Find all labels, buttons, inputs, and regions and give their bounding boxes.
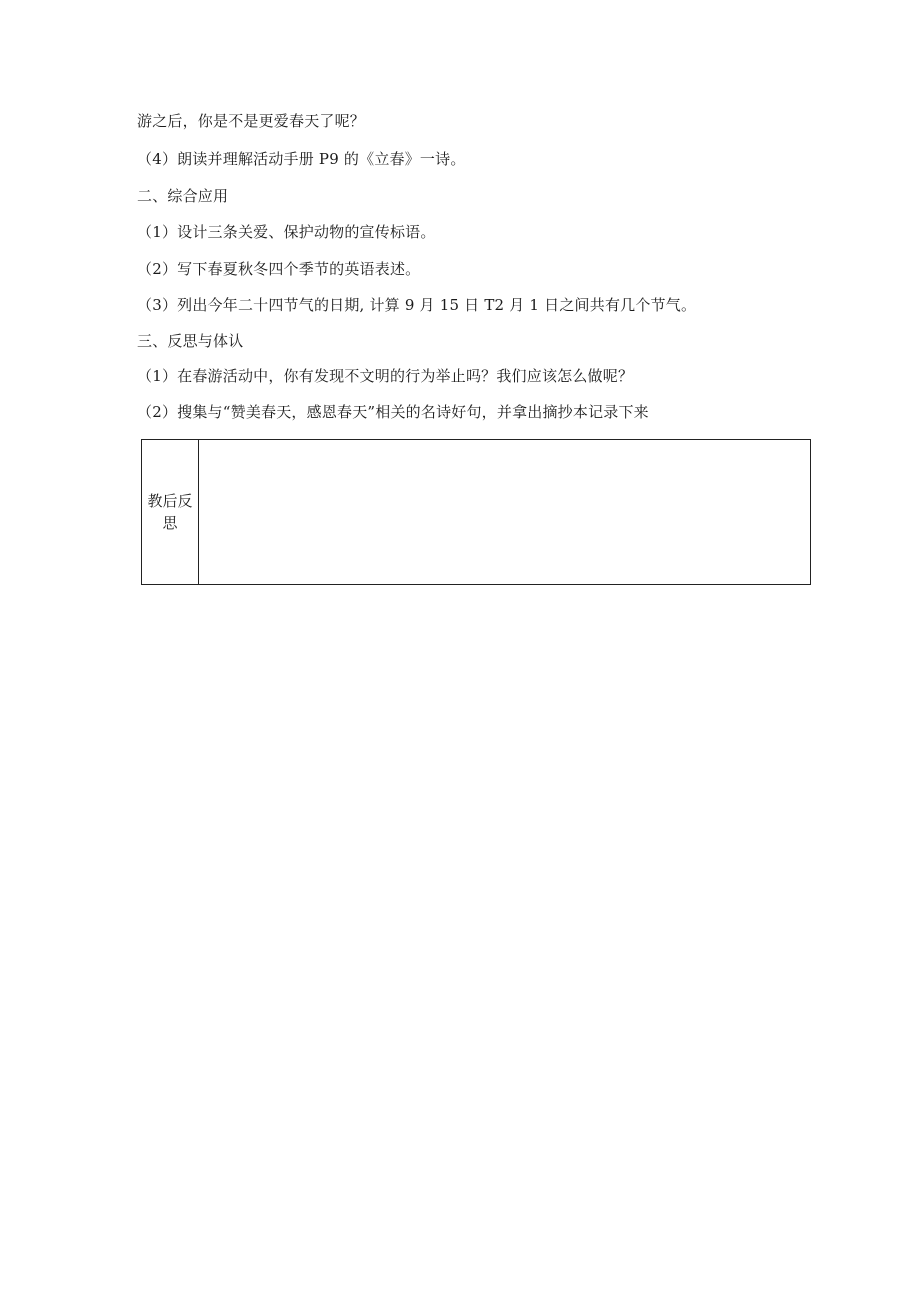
reflection-content-cell[interactable] xyxy=(199,440,810,584)
text-line-7: （2）搜集与“赞美春天，感恩春天”相关的名诗好句，并拿出摘抄本记录下来 xyxy=(137,403,649,421)
reflection-label-cell xyxy=(142,440,199,584)
text-line-5: （3）列出今年二十四节气的日期, 计算 9 月 15 日 T2 月 1 日之间共有几个节气。 xyxy=(137,296,697,314)
text-line-2: （4）朗读并理解活动手册 P9 的《立春》一诗。 xyxy=(137,150,466,168)
text-line-4: （2）写下春夏秋冬四个季节的英语表述。 xyxy=(137,260,421,278)
reflection-label: 教后反思 xyxy=(147,492,193,532)
text-line-1: 游之后，你是不是更爱春天了呢？ xyxy=(137,112,366,130)
text-line-6: （1）在春游活动中，你有发现不文明的行为举止吗？我们应该怎么做呢？ xyxy=(137,367,634,385)
text-line-3: （1）设计三条关爱、保护动物的宣传标语。 xyxy=(137,223,436,241)
reflection-table xyxy=(141,439,811,585)
section-heading-2: 二、综合应用 xyxy=(137,187,229,205)
section-heading-3: 三、反思与体认 xyxy=(137,332,244,350)
